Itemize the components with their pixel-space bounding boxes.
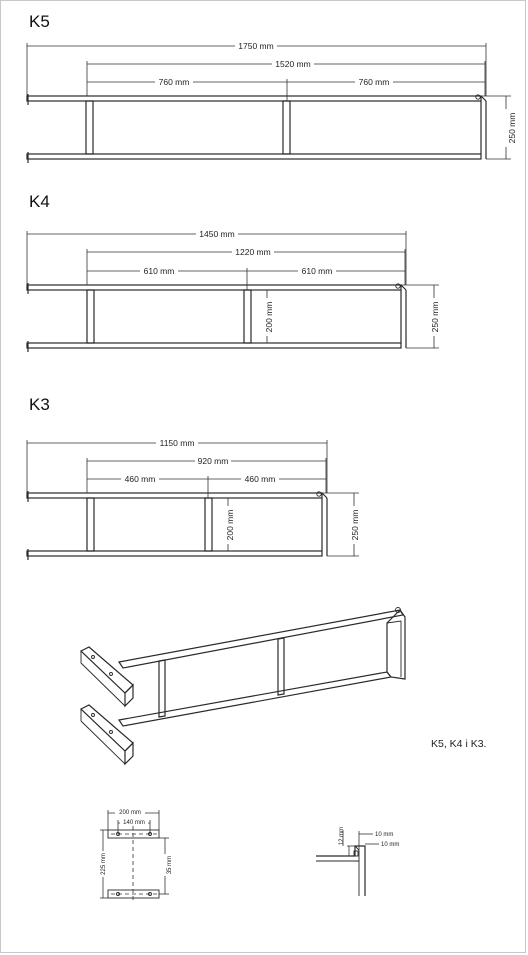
k3-dimensions [27,437,360,556]
k5-inner-length: 1520 mm [275,59,311,69]
k4-left-span: 610 mm [143,266,175,276]
k4-frame [27,283,406,352]
k4-right-span: 610 mm [301,266,333,276]
k5-overall-length: 1750 mm [238,41,274,51]
bracket-width: 200 mm [119,810,141,816]
bracket-hole-spacing: 140 mm [123,820,145,826]
perspective-view [81,608,486,765]
bracket-length: 225 mm [101,853,107,875]
k5-right-span: 760 mm [358,77,390,87]
k3-frame [27,491,327,560]
bracket-detail [99,808,173,901]
perspective-caption: K5, K4 i K3. [431,738,487,750]
k5-left-span: 760 mm [158,77,190,87]
k3-overall-length: 1150 mm [159,438,195,448]
k4-post-height: 200 mm [264,301,274,333]
k3-inner-length: 920 mm [197,456,229,466]
profile-height: 12 mm [339,826,345,846]
k5-height: 250 mm [507,112,517,144]
k4-inner-length: 1220 mm [235,247,271,257]
k3-right-span: 460 mm [244,474,276,484]
k3-post-height: 200 mm [225,509,235,541]
k4-height: 250 mm [430,301,440,333]
k4-dimensions [27,228,440,348]
k3-height: 250 mm [350,509,360,541]
k4-drawing [27,192,440,352]
k3-left-span: 460 mm [124,474,156,484]
k5-frame [27,94,486,163]
profile-wall-thickness: 10 mm [381,842,400,848]
k4-overall-length: 1450 mm [199,229,235,239]
k4-title: K4 [29,192,50,211]
profile-top-thickness: 10 mm [375,832,394,838]
k5-dimensions [27,40,517,159]
k5-title: K5 [29,12,50,31]
k5-drawing [27,12,517,163]
profile-detail [316,827,399,896]
k3-drawing [27,395,360,560]
k3-title: K3 [29,395,50,414]
bracket-offset: 35 mm [167,855,173,875]
drawing-canvas [1,1,527,954]
